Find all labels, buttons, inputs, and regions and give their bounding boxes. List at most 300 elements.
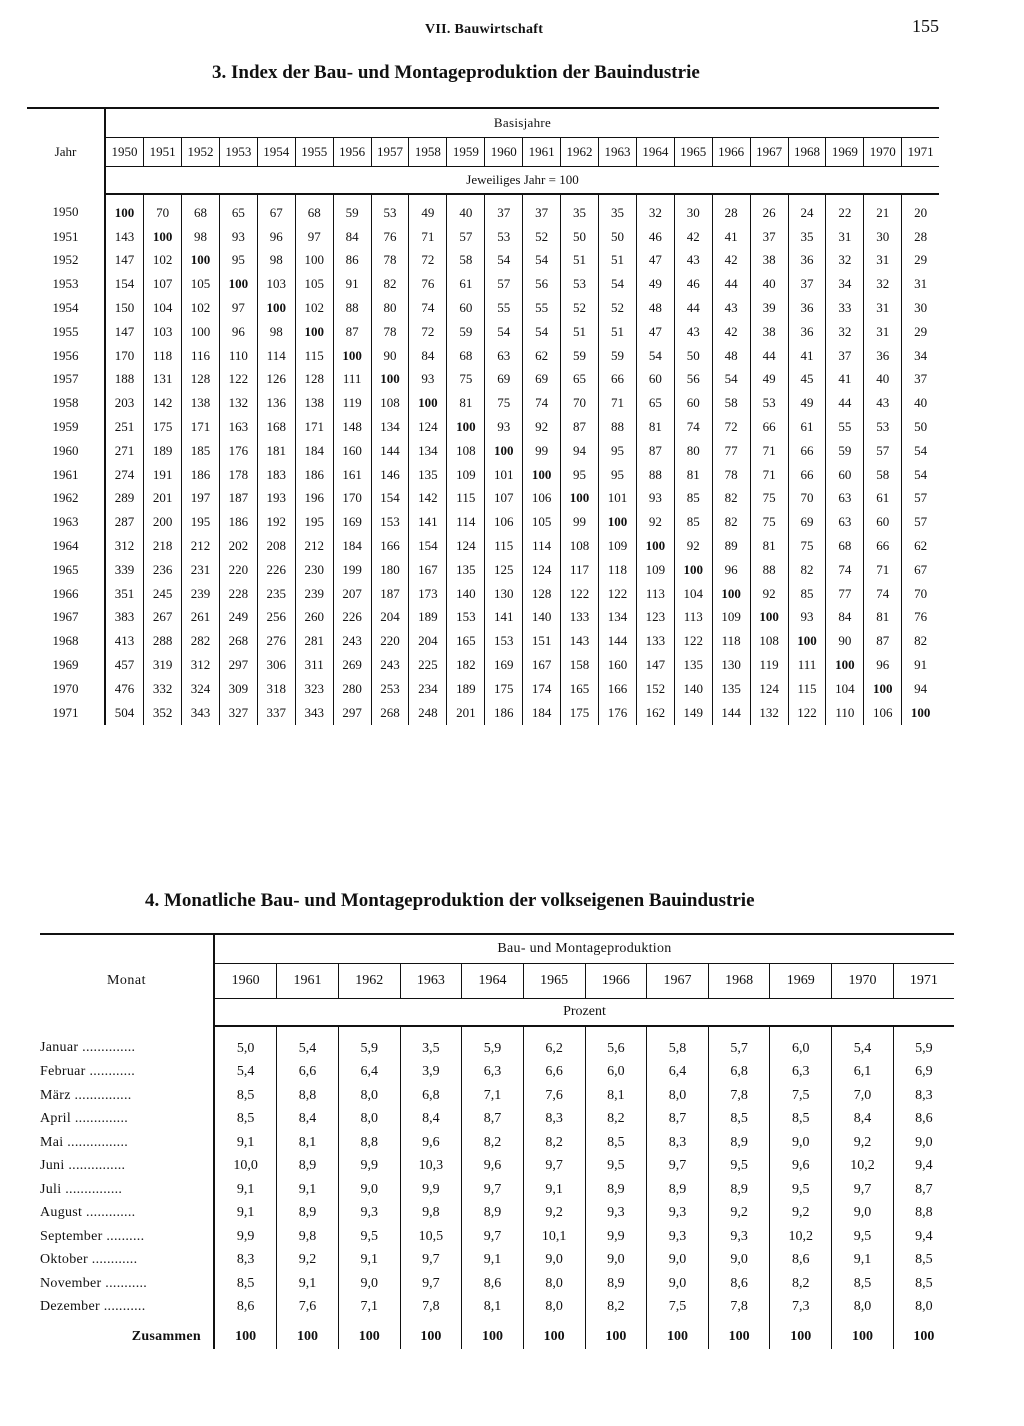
table-cell: 70	[561, 391, 599, 415]
table-cell: 74	[826, 558, 864, 582]
table-row	[27, 701, 939, 725]
table-cell: 43	[674, 249, 712, 273]
table-cell: 37	[750, 225, 788, 249]
table-cell: 181	[257, 439, 295, 463]
table-cell: 118	[712, 629, 750, 653]
table-cell: 8,6	[462, 1272, 524, 1296]
table-cell: 282	[182, 629, 220, 653]
table-cell: 9,1	[214, 1202, 277, 1226]
table-cell: 78	[371, 249, 409, 273]
table-cell: 122	[788, 701, 826, 725]
table-cell: 92	[636, 510, 674, 534]
row-year: 1970	[27, 677, 105, 701]
table-cell: 88	[598, 415, 636, 439]
table-cell: 148	[333, 415, 371, 439]
table-cell: 74	[409, 296, 447, 320]
table-row	[27, 415, 939, 439]
table-cell: 51	[561, 320, 599, 344]
table-cell: 134	[598, 606, 636, 630]
table-cell: 280	[333, 677, 371, 701]
table-cell: 35	[598, 194, 636, 225]
column-header: 1968	[708, 964, 770, 999]
table-cell: 169	[333, 510, 371, 534]
table-cell: 8,9	[585, 1178, 647, 1202]
table-cell: 8,9	[585, 1272, 647, 1296]
table-cell: 271	[105, 439, 144, 463]
table-cell: 93	[636, 487, 674, 511]
table-cell: 178	[219, 463, 257, 487]
table-cell: 9,1	[462, 1249, 524, 1273]
column-header: 1957	[371, 138, 409, 167]
row-year: 1952	[27, 249, 105, 273]
table-cell: 297	[333, 701, 371, 725]
table-cell: 90	[371, 344, 409, 368]
table-row	[40, 1155, 954, 1179]
table-row	[27, 225, 939, 249]
column-header: 1951	[144, 138, 182, 167]
table-cell: 186	[219, 510, 257, 534]
table-cell: 108	[750, 629, 788, 653]
table-cell: 9,9	[585, 1225, 647, 1249]
table-cell: 5,7	[708, 1026, 770, 1061]
table-cell: 104	[674, 582, 712, 606]
table-cell: 100	[788, 629, 826, 653]
table-cell: 67	[257, 194, 295, 225]
table-cell: 41	[712, 225, 750, 249]
table-cell: 37	[523, 194, 561, 225]
table-cell: 63	[485, 344, 523, 368]
table-cell: 8,2	[770, 1272, 832, 1296]
table-cell: 61	[447, 272, 485, 296]
table-cell: 94	[561, 439, 599, 463]
table-cell: 100	[864, 677, 902, 701]
table-cell: 9,0	[893, 1131, 954, 1155]
table-cell: 8,6	[214, 1296, 277, 1320]
table-cell: 154	[409, 534, 447, 558]
table-cell: 235	[257, 582, 295, 606]
table-cell: 9,7	[400, 1249, 462, 1273]
table-cell: 39	[750, 296, 788, 320]
row-year: 1957	[27, 368, 105, 392]
column-header: 1961	[523, 138, 561, 167]
table-cell: 82	[712, 510, 750, 534]
table-cell: 9,0	[338, 1272, 400, 1296]
table-cell: 36	[864, 344, 902, 368]
table-cell: 136	[257, 391, 295, 415]
table-cell: 166	[598, 677, 636, 701]
table-cell: 76	[371, 225, 409, 249]
table-cell: 88	[636, 463, 674, 487]
table-cell: 93	[219, 225, 257, 249]
column-header: 1953	[219, 138, 257, 167]
table3-band-label: Basisjahre	[105, 108, 939, 138]
table-cell: 114	[447, 510, 485, 534]
table-row	[40, 1084, 954, 1108]
table-cell: 134	[371, 415, 409, 439]
table-cell: 189	[447, 677, 485, 701]
table-cell: 56	[523, 272, 561, 296]
table-cell: 297	[219, 653, 257, 677]
table-cell: 108	[561, 534, 599, 558]
table-cell: 46	[636, 225, 674, 249]
table-cell: 220	[371, 629, 409, 653]
column-header: 1968	[788, 138, 826, 167]
table-cell: 3,5	[400, 1026, 462, 1061]
table-cell: 67	[902, 558, 939, 582]
table-cell: 100	[409, 391, 447, 415]
table-cell: 65	[636, 391, 674, 415]
row-year: 1965	[27, 558, 105, 582]
row-month: April ..............	[40, 1108, 214, 1132]
table-cell: 174	[523, 677, 561, 701]
table-cell: 66	[788, 463, 826, 487]
table-cell: 37	[788, 272, 826, 296]
table-cell: 457	[105, 653, 144, 677]
table-cell: 191	[144, 463, 182, 487]
table-cell: 207	[333, 582, 371, 606]
column-header: 1969	[826, 138, 864, 167]
table-cell: 75	[788, 534, 826, 558]
table-cell: 100	[182, 320, 220, 344]
table-cell: 10,5	[400, 1225, 462, 1249]
table-cell: 8,4	[277, 1108, 339, 1132]
table-cell: 185	[182, 439, 220, 463]
table-cell: 84	[826, 606, 864, 630]
table-cell: 248	[409, 701, 447, 725]
table-cell: 59	[826, 439, 864, 463]
table-cell: 87	[636, 439, 674, 463]
total-cell: 100	[893, 1319, 954, 1349]
table-cell: 253	[371, 677, 409, 701]
table-cell: 8,3	[893, 1084, 954, 1108]
table-cell: 122	[598, 582, 636, 606]
table-cell: 228	[219, 582, 257, 606]
table-row	[40, 1178, 954, 1202]
table-cell: 22	[826, 194, 864, 225]
table-cell: 81	[864, 606, 902, 630]
table-cell: 153	[371, 510, 409, 534]
table-cell: 50	[674, 344, 712, 368]
table-cell: 30	[902, 296, 939, 320]
table-cell: 196	[295, 487, 333, 511]
table-cell: 166	[371, 534, 409, 558]
table-cell: 147	[105, 249, 144, 273]
table4-row-header: Monat	[40, 934, 214, 1026]
table-cell: 80	[371, 296, 409, 320]
table-cell: 52	[561, 296, 599, 320]
table-cell: 8,5	[893, 1249, 954, 1273]
table-cell: 504	[105, 701, 144, 725]
table-cell: 7,8	[708, 1084, 770, 1108]
table-cell: 289	[105, 487, 144, 511]
table-cell: 60	[636, 368, 674, 392]
table-cell: 48	[712, 344, 750, 368]
table-cell: 133	[636, 629, 674, 653]
table-cell: 267	[144, 606, 182, 630]
table-cell: 71	[598, 391, 636, 415]
table-cell: 138	[295, 391, 333, 415]
table-cell: 51	[561, 249, 599, 273]
table-cell: 100	[598, 510, 636, 534]
table-cell: 96	[219, 320, 257, 344]
table-cell: 49	[409, 194, 447, 225]
table-cell: 184	[295, 439, 333, 463]
table-cell: 106	[864, 701, 902, 725]
table-cell: 30	[674, 194, 712, 225]
table-cell: 75	[485, 391, 523, 415]
table-row	[27, 194, 939, 225]
table-cell: 71	[864, 558, 902, 582]
total-cell: 100	[277, 1319, 339, 1349]
table-cell: 337	[257, 701, 295, 725]
table-cell: 186	[182, 463, 220, 487]
column-header: 1971	[902, 138, 939, 167]
table-cell: 59	[561, 344, 599, 368]
table-cell: 114	[257, 344, 295, 368]
table-cell: 218	[144, 534, 182, 558]
table-cell: 100	[674, 558, 712, 582]
table-cell: 54	[485, 249, 523, 273]
table-cell: 31	[902, 272, 939, 296]
table-cell: 71	[750, 439, 788, 463]
table-cell: 50	[561, 225, 599, 249]
monthly-table	[40, 933, 954, 1349]
table-cell: 9,0	[585, 1249, 647, 1273]
table-cell: 102	[182, 296, 220, 320]
table-cell: 54	[902, 463, 939, 487]
table-cell: 212	[182, 534, 220, 558]
row-month: September ..........	[40, 1225, 214, 1249]
table-cell: 5,8	[647, 1026, 709, 1061]
table-cell: 199	[333, 558, 371, 582]
table-cell: 339	[105, 558, 144, 582]
table-cell: 52	[523, 225, 561, 249]
table-cell: 8,4	[832, 1108, 894, 1132]
table-row	[27, 653, 939, 677]
table-cell: 38	[750, 320, 788, 344]
table-cell: 44	[712, 272, 750, 296]
total-cell: 100	[770, 1319, 832, 1349]
table-cell: 97	[295, 225, 333, 249]
row-year: 1961	[27, 463, 105, 487]
table-row	[27, 272, 939, 296]
table-cell: 128	[523, 582, 561, 606]
table-cell: 106	[523, 487, 561, 511]
table-cell: 36	[788, 249, 826, 273]
table-cell: 103	[144, 320, 182, 344]
table-cell: 104	[144, 296, 182, 320]
row-year: 1954	[27, 296, 105, 320]
total-label: Zusammen	[40, 1319, 214, 1349]
table-cell: 101	[598, 487, 636, 511]
table-cell: 251	[105, 415, 144, 439]
table-cell: 319	[144, 653, 182, 677]
table-cell: 7,0	[832, 1084, 894, 1108]
row-year: 1968	[27, 629, 105, 653]
table-cell: 9,7	[647, 1155, 709, 1179]
table-cell: 8,9	[708, 1178, 770, 1202]
table-cell: 111	[788, 653, 826, 677]
table-cell: 123	[636, 606, 674, 630]
table-cell: 208	[257, 534, 295, 558]
table-cell: 85	[674, 510, 712, 534]
table-cell: 182	[447, 653, 485, 677]
table-cell: 9,5	[585, 1155, 647, 1179]
table-cell: 71	[409, 225, 447, 249]
table-cell: 312	[105, 534, 144, 558]
table-cell: 9,9	[400, 1178, 462, 1202]
table-cell: 161	[333, 463, 371, 487]
table-cell: 8,2	[462, 1131, 524, 1155]
table-cell: 287	[105, 510, 144, 534]
table-row	[40, 1296, 954, 1320]
table-cell: 132	[219, 391, 257, 415]
table4-band-label: Bau- und Montageproduktion	[214, 934, 954, 964]
table-cell: 37	[902, 368, 939, 392]
table-cell: 8,5	[214, 1108, 277, 1132]
table-cell: 119	[333, 391, 371, 415]
table-cell: 91	[333, 272, 371, 296]
table-cell: 31	[864, 320, 902, 344]
table-cell: 180	[371, 558, 409, 582]
table-cell: 57	[902, 487, 939, 511]
table-cell: 53	[561, 272, 599, 296]
row-month: November ...........	[40, 1272, 214, 1296]
table-cell: 62	[902, 534, 939, 558]
table-cell: 100	[219, 272, 257, 296]
table-cell: 352	[144, 701, 182, 725]
row-year: 1966	[27, 582, 105, 606]
table-cell: 6,8	[400, 1084, 462, 1108]
table-cell: 95	[598, 439, 636, 463]
table-cell: 75	[750, 487, 788, 511]
table-cell: 100	[636, 534, 674, 558]
table-cell: 36	[788, 320, 826, 344]
table-cell: 288	[144, 629, 182, 653]
table-cell: 124	[447, 534, 485, 558]
table-cell: 95	[219, 249, 257, 273]
table-cell: 53	[371, 194, 409, 225]
table-cell: 115	[295, 344, 333, 368]
table-row	[40, 1026, 954, 1061]
table-cell: 147	[636, 653, 674, 677]
table-cell: 70	[902, 582, 939, 606]
table-cell: 74	[864, 582, 902, 606]
table-cell: 32	[826, 320, 864, 344]
table-cell: 170	[333, 487, 371, 511]
table-cell: 220	[219, 558, 257, 582]
table-cell: 8,1	[585, 1084, 647, 1108]
table-cell: 100	[371, 368, 409, 392]
table-cell: 113	[636, 582, 674, 606]
table-cell: 98	[257, 249, 295, 273]
table-cell: 61	[864, 487, 902, 511]
table-cell: 9,1	[832, 1249, 894, 1273]
table-cell: 74	[523, 391, 561, 415]
table-cell: 29	[902, 320, 939, 344]
table-cell: 105	[295, 272, 333, 296]
table-cell: 231	[182, 558, 220, 582]
table-row	[40, 1225, 954, 1249]
table-cell: 72	[409, 249, 447, 273]
table-cell: 72	[409, 320, 447, 344]
table-cell: 100	[105, 194, 144, 225]
table-cell: 104	[826, 677, 864, 701]
row-month: Juli ...............	[40, 1178, 214, 1202]
table-cell: 57	[447, 225, 485, 249]
table-cell: 124	[409, 415, 447, 439]
table-cell: 41	[788, 344, 826, 368]
table-cell: 183	[257, 463, 295, 487]
row-year: 1951	[27, 225, 105, 249]
table-cell: 309	[219, 677, 257, 701]
table-cell: 9,8	[400, 1202, 462, 1226]
table-cell: 46	[674, 272, 712, 296]
table-cell: 135	[674, 653, 712, 677]
table-cell: 144	[712, 701, 750, 725]
total-cell: 100	[338, 1319, 400, 1349]
table-cell: 9,5	[338, 1225, 400, 1249]
table-cell: 8,9	[277, 1155, 339, 1179]
table-cell: 188	[105, 368, 144, 392]
table-cell: 100	[257, 296, 295, 320]
table-cell: 6,3	[770, 1061, 832, 1085]
column-header: 1969	[770, 964, 832, 999]
table-cell: 9,8	[277, 1225, 339, 1249]
table-cell: 55	[485, 296, 523, 320]
table-cell: 102	[144, 249, 182, 273]
table-cell: 68	[182, 194, 220, 225]
table-cell: 54	[598, 272, 636, 296]
table-cell: 132	[750, 701, 788, 725]
table-cell: 42	[712, 249, 750, 273]
table-cell: 88	[750, 558, 788, 582]
table-row	[27, 629, 939, 653]
table-cell: 281	[295, 629, 333, 653]
table-cell: 26	[750, 194, 788, 225]
table-cell: 124	[523, 558, 561, 582]
table-row	[40, 1061, 954, 1085]
column-header: 1966	[585, 964, 647, 999]
table-cell: 8,5	[214, 1084, 277, 1108]
table-cell: 9,1	[338, 1249, 400, 1273]
table-cell: 106	[485, 510, 523, 534]
table-cell: 58	[712, 391, 750, 415]
total-cell: 100	[832, 1319, 894, 1349]
row-month: März ...............	[40, 1084, 214, 1108]
table-cell: 171	[182, 415, 220, 439]
table-cell: 318	[257, 677, 295, 701]
table-cell: 9,7	[523, 1155, 585, 1179]
table-cell: 6,6	[523, 1061, 585, 1085]
table-row	[27, 249, 939, 273]
table-cell: 9,7	[400, 1272, 462, 1296]
table-cell: 261	[182, 606, 220, 630]
table-cell: 8,3	[523, 1108, 585, 1132]
table-cell: 201	[144, 487, 182, 511]
table-cell: 94	[902, 677, 939, 701]
table-cell: 9,1	[214, 1178, 277, 1202]
table-cell: 7,6	[523, 1084, 585, 1108]
table3-unit-label: Jeweiliges Jahr = 100	[105, 167, 939, 195]
table-cell: 204	[409, 629, 447, 653]
table-cell: 9,2	[832, 1131, 894, 1155]
table-cell: 82	[371, 272, 409, 296]
column-header: 1963	[598, 138, 636, 167]
table-cell: 130	[712, 653, 750, 677]
table-cell: 118	[144, 344, 182, 368]
table-cell: 176	[219, 439, 257, 463]
